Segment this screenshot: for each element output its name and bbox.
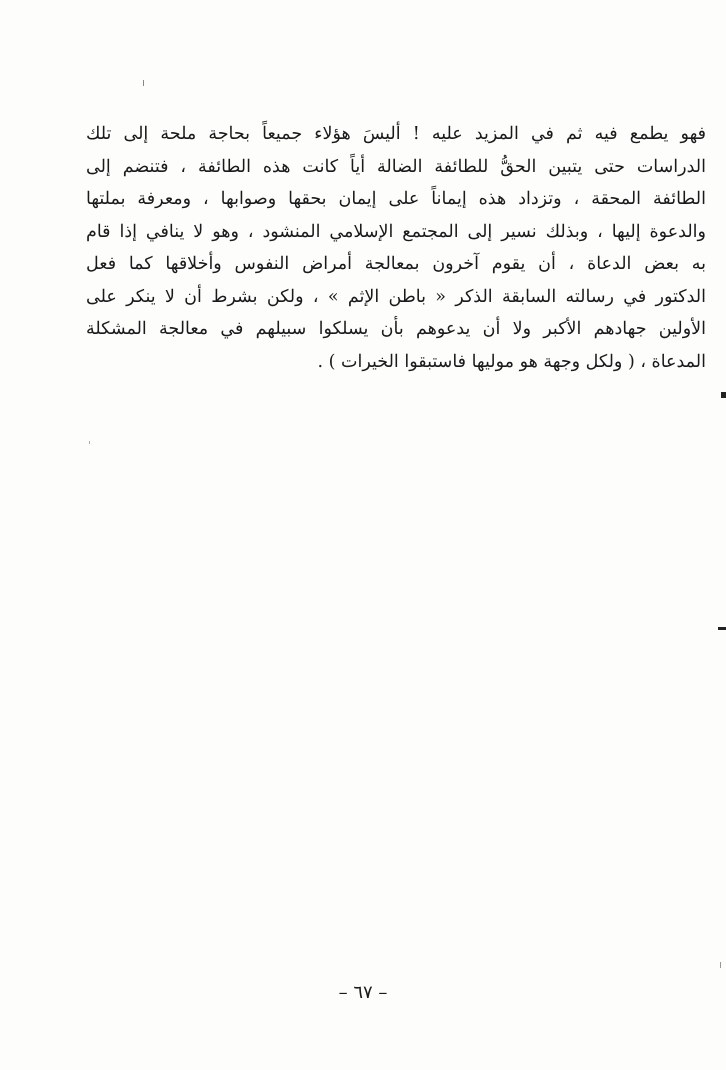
scan-artifact — [721, 392, 726, 398]
page-number: – ٦٧ – — [338, 982, 388, 1003]
scan-artifact — [718, 627, 726, 630]
paragraph-line: فهو يطمع فيه ثم في المزيد عليه ! أليسَ هؤلاء جميعاً بحاجة ملحة إلى تلك — [86, 124, 706, 144]
body-paragraph — [86, 118, 706, 378]
paragraph-line: الدكتور في رسالته السابقة الذكر « باطن الإثم » ، ولكن بشرط أن لا ينكر على — [86, 286, 706, 307]
paragraph-line: الدراسات حتى يتبين الحقُّ للطائفة الضالة أياً كانت هذه الطائفة ، فتنضم إلى — [86, 156, 706, 177]
paragraph-line: به بعض الدعاة ، أن يقوم آخرون بمعالجة أمراض النفوس وأخلاقها كما فعل — [86, 254, 706, 274]
scan-artifact — [89, 441, 90, 444]
scan-artifact — [143, 80, 144, 86]
scan-artifact — [720, 962, 721, 968]
paragraph-line: والدعوة إليها ، وبذلك نسير إلى المجتمع الإسلامي المنشود ، وهو لا ينافي إذا قام — [86, 221, 706, 242]
paragraph-line: المدعاة ، ( ولكل وجهة هو موليها فاستبقوا الخيرات ) . — [317, 351, 706, 372]
paragraph-line: الطائفة المحقة ، وتزداد هذه إيماناً على إيمان بحقها وصوابها ، ومعرفة بملتها — [86, 189, 706, 209]
paragraph-line: الأولين جهادهم الأكبر ولا أن يدعوهم بأن يسلكوا سبيلهم في معالجة المشكلة — [86, 319, 706, 339]
